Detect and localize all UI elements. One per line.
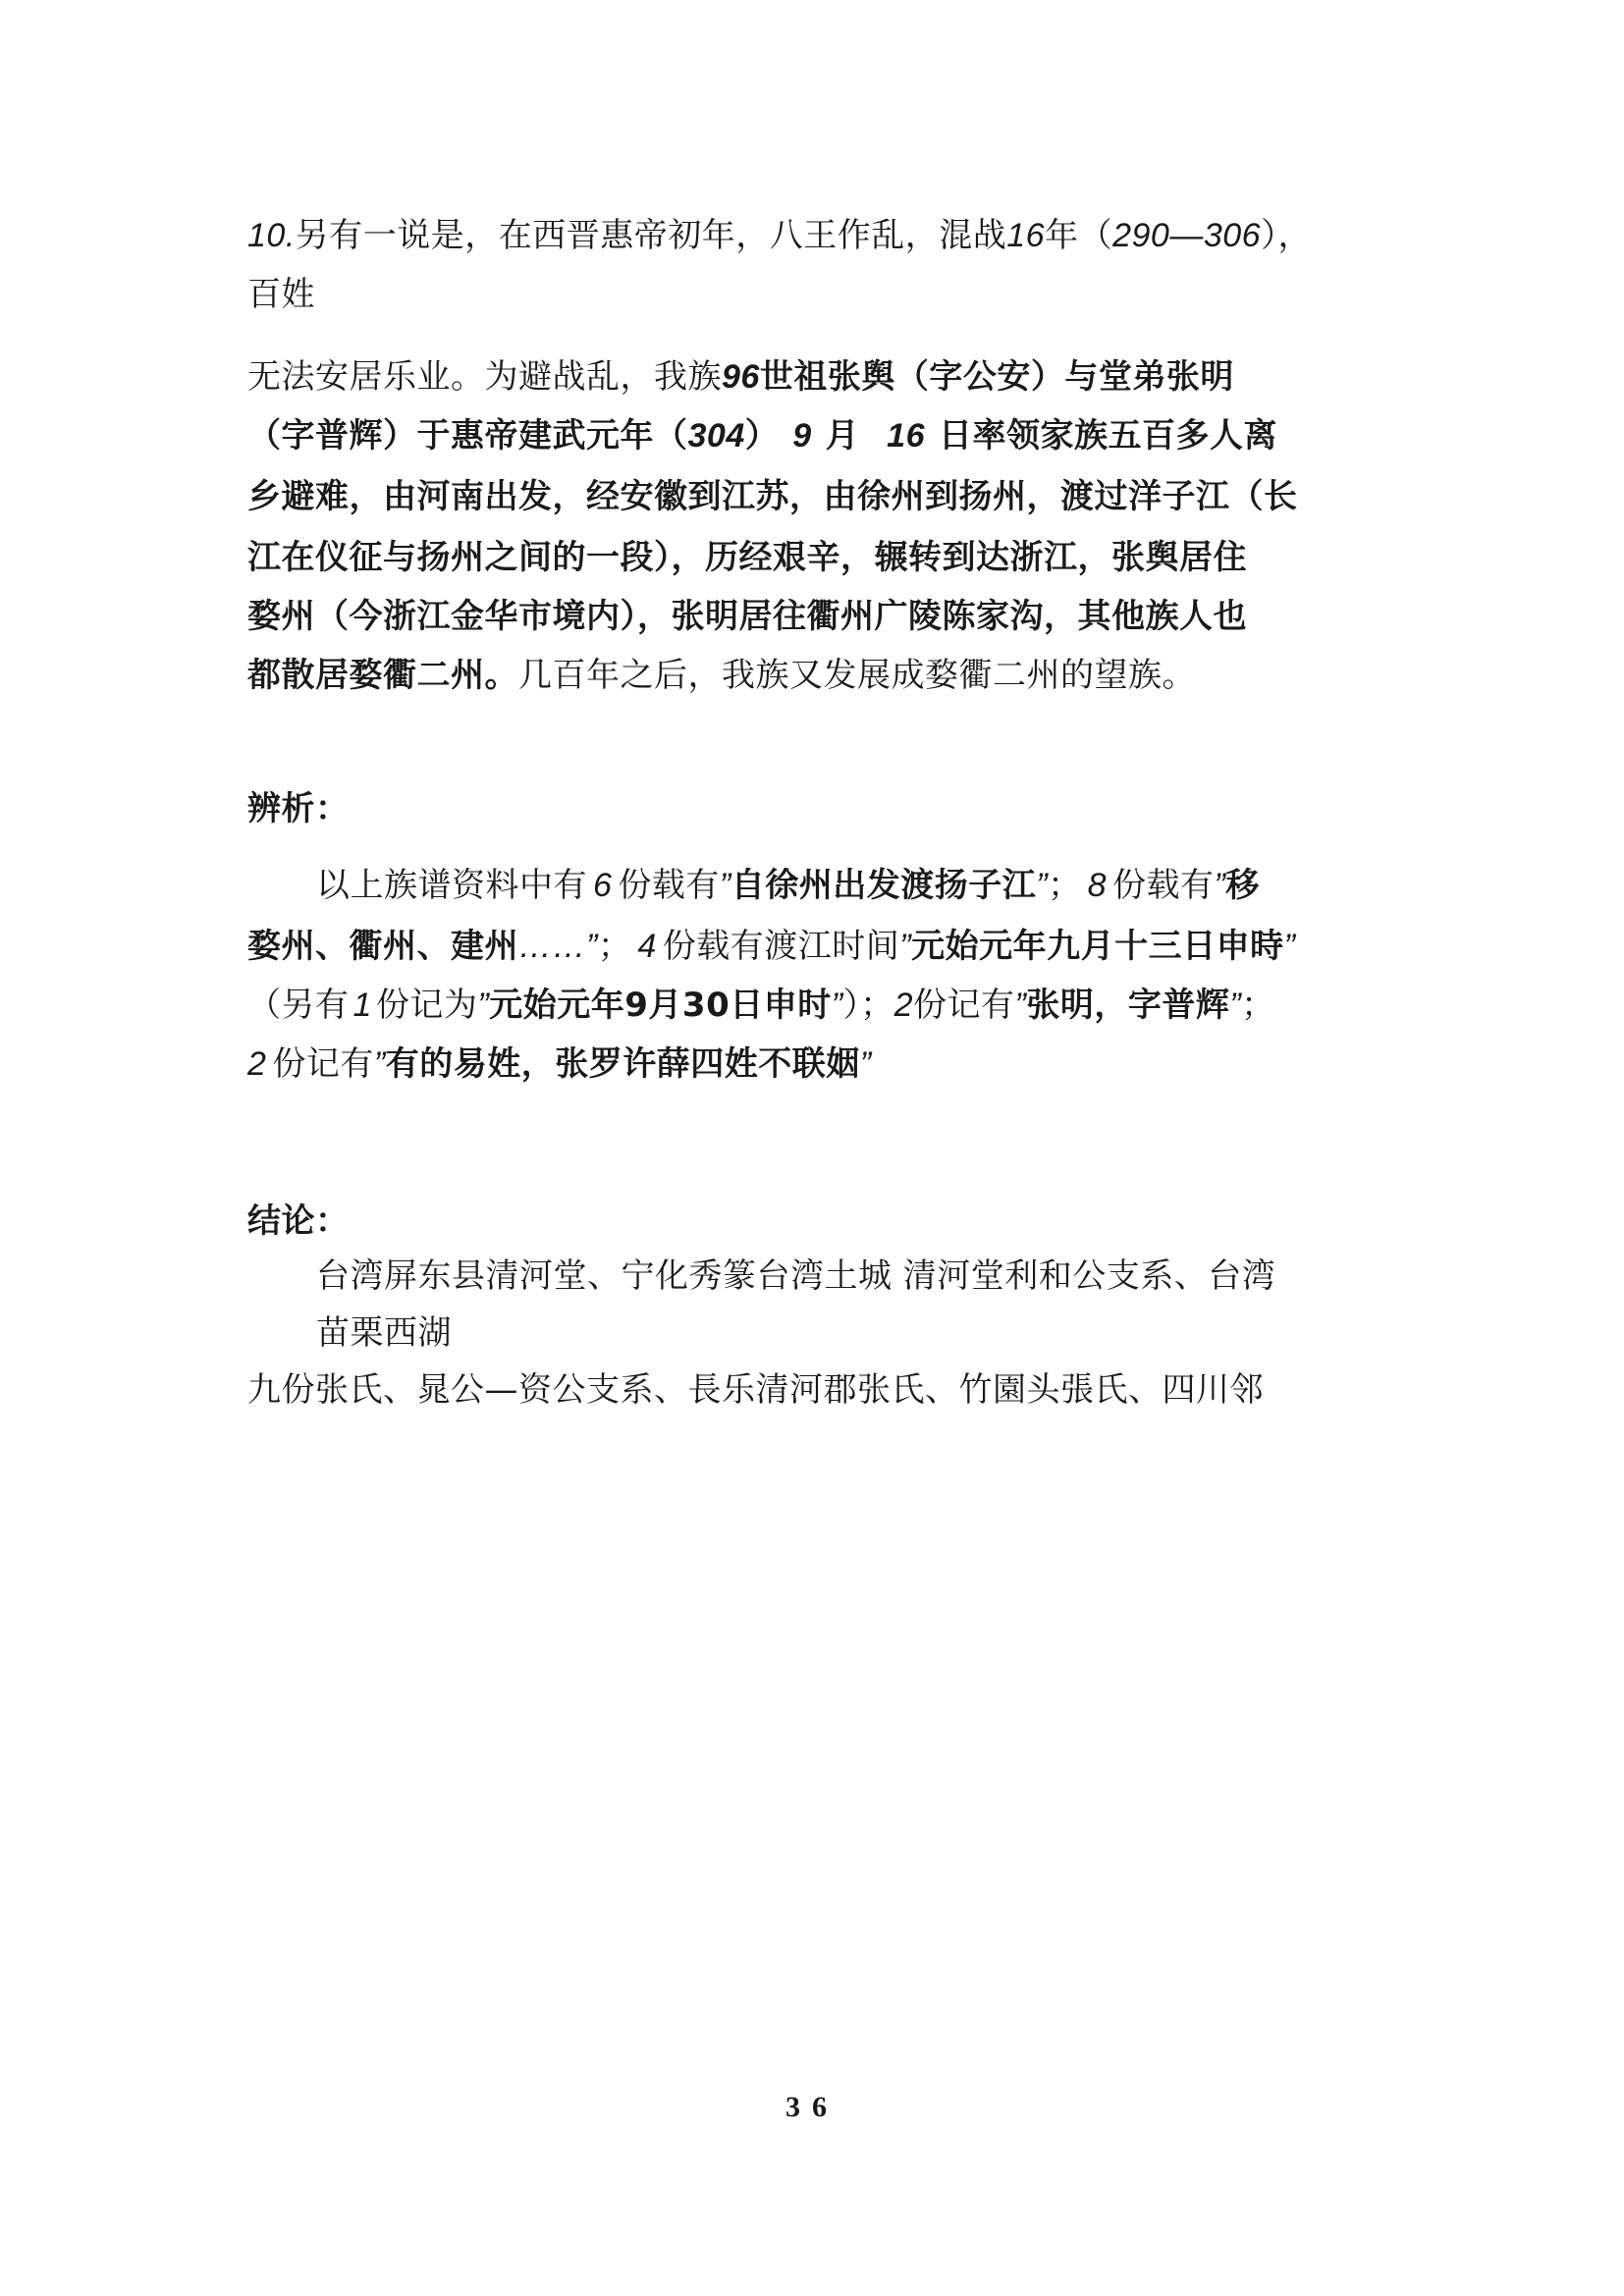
year-range: 290—306: [1112, 217, 1262, 254]
text-run: 几百年之后，我族又发展成婺衢二州的望族。: [518, 656, 1196, 695]
conclusion-line-1: 台湾屏东县清河堂、宁化秀篆台湾土城 清河堂利和公支系、台湾: [316, 1256, 1276, 1296]
text-run: （另有: [247, 986, 350, 1025]
text-run: ）；: [842, 986, 894, 1025]
conclusion-line-3: 九份张氏、晁公—资公支系、長乐清河郡张氏、竹園头張氏、四川邻: [247, 1370, 1264, 1410]
text-run-bold: 世祖张舆（字公安）与堂弟张明: [759, 357, 1234, 397]
quoted-text: 婺州、衢州、建州: [247, 927, 518, 966]
quote-mark: ”: [477, 987, 490, 1024]
quote-mark: ”: [1014, 987, 1027, 1024]
paragraph-2-line-1: [247, 353, 1234, 400]
text-run: ；: [1241, 986, 1275, 1025]
year-number: 304: [687, 417, 745, 454]
number-run: 16: [1006, 217, 1046, 254]
quote-mark: ”: [899, 928, 912, 965]
paragraph-1-line-2: 百姓: [247, 275, 315, 314]
quoted-text: 日申时: [730, 986, 832, 1025]
analysis-line-2: [247, 923, 1295, 970]
day-number: 16: [887, 417, 925, 454]
text-run: 份记为: [375, 986, 478, 1025]
paragraph-2-line-3: 乡避难，由河南出发，经安徽到江苏，由徐州到扬州，渡过洋子江（长: [247, 477, 1298, 516]
generation-number: 96: [722, 358, 760, 396]
text-run-bold: ）: [744, 416, 780, 455]
quote-mark: ”: [831, 987, 843, 1024]
text-run: 份载有: [1112, 866, 1215, 905]
quoted-text: 月: [648, 986, 682, 1025]
analysis-line-3: [247, 982, 1275, 1029]
quote-mark: ”: [1283, 928, 1296, 965]
number-run: 1: [352, 987, 372, 1024]
analysis-heading: 辨析：: [247, 789, 350, 828]
quoted-text: 有的易姓，张罗许薛四姓不联姻: [385, 1044, 860, 1084]
text-run: 份载有渡江时间: [662, 927, 900, 966]
text-run-bold: （字普辉）于惠帝建武元年（: [247, 416, 688, 455]
paragraph-2-line-6: [247, 652, 1196, 699]
quote-mark: ”: [1229, 987, 1242, 1024]
page-number: 36: [785, 2091, 839, 2123]
number-run: 2: [247, 1045, 267, 1083]
analysis-line-4: [247, 1041, 872, 1088]
number-run: 4: [637, 928, 657, 965]
number-run: 2: [893, 987, 913, 1024]
text-run-bold: 都散居婺衢二州。: [247, 656, 518, 695]
text-run-bold: 日率领家族五百多人离: [938, 416, 1277, 455]
quote-mark: ”: [373, 1045, 386, 1083]
text-run: 份载有: [618, 866, 720, 905]
number-run: 6: [593, 867, 613, 904]
paragraph-1-line-1: [247, 212, 1312, 259]
quote-mark: ”: [1214, 867, 1226, 904]
number-run: 30: [681, 986, 731, 1025]
text-run: 份记有: [913, 986, 1015, 1025]
quoted-text: 元始元年九月十三日申時: [911, 927, 1284, 966]
paragraph-2-line-2: [247, 412, 1277, 459]
quoted-text: 张明，字普辉: [1026, 986, 1230, 1025]
quote-mark: ”: [1036, 867, 1049, 904]
paragraph-2-line-5: 婺州（今浙江金华市境内），张明居往衢州广陵陈家沟，其他族人也: [247, 597, 1247, 636]
text-run: 份记有: [272, 1044, 374, 1084]
text-run: ；: [1048, 866, 1082, 905]
text-run: 无法安居乐业。为避战乱，我族: [247, 357, 722, 397]
quoted-text: 自徐州出发渡扬子江: [731, 866, 1037, 905]
number-run: 9: [624, 986, 649, 1025]
ellipsis: ……: [518, 928, 586, 965]
quoted-text: 移: [1225, 866, 1260, 905]
paragraph-2-line-4: 江在仪征与扬州之间的一段），历经艰辛，辗转到达浙江，张舆居住: [247, 538, 1247, 577]
quote-mark: ”: [586, 928, 598, 965]
text-run-bold: 月: [825, 416, 860, 455]
month-number: 9: [792, 417, 812, 454]
quote-mark: ”: [719, 867, 731, 904]
analysis-line-1: [316, 862, 1260, 909]
text-run: ；: [597, 927, 632, 966]
text-run: 以上族谱资料中有: [316, 866, 587, 905]
conclusion-heading: 结论：: [247, 1201, 350, 1241]
text-run: 另有一说是，在西晋惠帝初年，八王作乱，混战: [295, 216, 1007, 255]
quoted-text: 元始元年: [489, 986, 625, 1025]
quote-mark: ”: [859, 1045, 872, 1083]
text-run: 年（: [1045, 216, 1113, 255]
conclusion-line-2: 苗栗西湖: [316, 1313, 452, 1353]
number-run: 8: [1087, 867, 1107, 904]
text-run: ），: [1261, 216, 1313, 255]
item-number: 10.: [247, 217, 296, 254]
